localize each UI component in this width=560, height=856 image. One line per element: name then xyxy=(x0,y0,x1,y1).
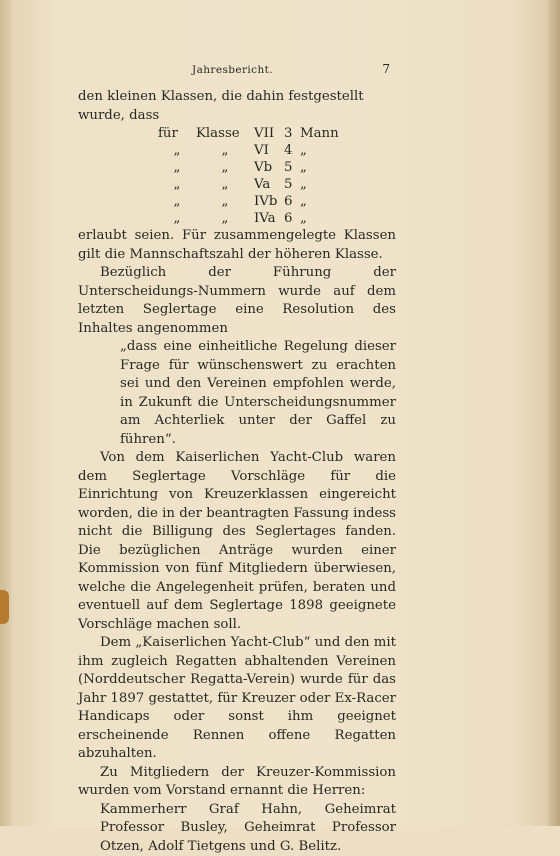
table-cell: „ xyxy=(158,142,196,159)
table-cell: IVb xyxy=(254,193,284,210)
table-cell: Va xyxy=(254,176,284,193)
paragraph-1-line-2: wurde, dass xyxy=(78,107,396,126)
table-cell: „ xyxy=(300,142,336,159)
running-head: Jahresbericht. xyxy=(192,64,273,76)
page-header xyxy=(80,62,390,80)
table-cell: Mann xyxy=(300,125,336,142)
page-edge xyxy=(548,0,560,826)
table-cell: 3 xyxy=(284,125,300,142)
paragraph-5: Dem „Kaiserlichen Yacht-Club“ und den mit ihm zugleich Regatten abhaltenden Vereinen (Norddeutscher Regatta-Verein) wurde für das Jahr 1897 gestattet, für Kreuzer oder Ex-Racer Handicaps oder sonst ihm geeignet erscheinende Rennen offene Regatten abzuhalten. xyxy=(78,634,396,764)
table-cell: „ xyxy=(158,193,196,210)
table-cell: „ xyxy=(196,142,254,159)
paragraph-2: erlaubt seien. Für zusammengelegte Klassen gilt die Mannschaftszahl der höheren Klasse. xyxy=(78,227,396,264)
table-cell: „ xyxy=(300,210,336,227)
table-row xyxy=(158,125,396,142)
paragraph-1-line-1: den kleinen Klassen, die dahin festgestellt xyxy=(78,88,396,107)
class-crew-table xyxy=(158,125,396,227)
table-cell: 4 xyxy=(284,142,300,159)
table-row xyxy=(158,210,396,227)
table-cell: 6 xyxy=(284,210,300,227)
table-cell: „ xyxy=(196,159,254,176)
table-cell: „ xyxy=(158,210,196,227)
commission-members: Kammerherr Graf Hahn, Geheimrat Professor Busley, Geheimrat Professor Otzen, Adolf Tietgens und G. Belitz. xyxy=(78,801,396,856)
table-cell: 5 xyxy=(284,159,300,176)
table-row xyxy=(158,193,396,210)
table-row xyxy=(158,159,396,176)
paragraph-6: Zu Mitgliedern der Kreuzer-Kommission wurden vom Vorstand ernannt die Herren: xyxy=(78,764,396,801)
table-cell: „ xyxy=(196,176,254,193)
table-row xyxy=(158,176,396,193)
table-cell: Vb xyxy=(254,159,284,176)
table-cell: „ xyxy=(300,159,336,176)
table-cell: „ xyxy=(158,159,196,176)
table-cell: IVa xyxy=(254,210,284,227)
table-cell: 5 xyxy=(284,176,300,193)
body-text xyxy=(78,88,396,856)
table-cell: Klasse xyxy=(196,125,254,142)
table-cell: 6 xyxy=(284,193,300,210)
table-row xyxy=(158,142,396,159)
table-cell: VII xyxy=(254,125,284,142)
paragraph-4: Von dem Kaiserlichen Yacht-Club waren dem Seglertage Vorschläge für die Einrichtung von Kreuzerklassen eingereicht worden, die in der beantragten Fassung indess nicht die Billigung des Seglertages fanden. Die bezüglichen Anträge wurden einer Kommission von fünf Mitgliedern überwiesen, welche die Angelegenheit prüfen, beraten und eventuell auf dem Seglertage 1898 geeignete Vorschläge machen soll. xyxy=(78,449,396,634)
table-cell: „ xyxy=(196,193,254,210)
resolution-quote: „dass eine einheitliche Regelung dieser Frage für wünschenswert zu erachten sei und den Vereinen empfohlen werde, in Zukunft die Unterscheidungsnummer am Achterliek unter der Gaffel zu führen“. xyxy=(78,338,396,449)
table-cell: „ xyxy=(300,176,336,193)
table-cell: „ xyxy=(196,210,254,227)
table-cell: „ xyxy=(300,193,336,210)
table-cell: für xyxy=(158,125,196,142)
paragraph-3: Bezüglich der Führung der Unterscheidungs-Nummern wurde auf dem letzten Seglertage eine Resolution des Inhaltes angenommen xyxy=(78,264,396,338)
page-number: 7 xyxy=(382,62,390,76)
table-cell: „ xyxy=(158,176,196,193)
page-tab-marker xyxy=(0,590,9,624)
table-cell: VI xyxy=(254,142,284,159)
spine-shadow xyxy=(0,0,14,826)
